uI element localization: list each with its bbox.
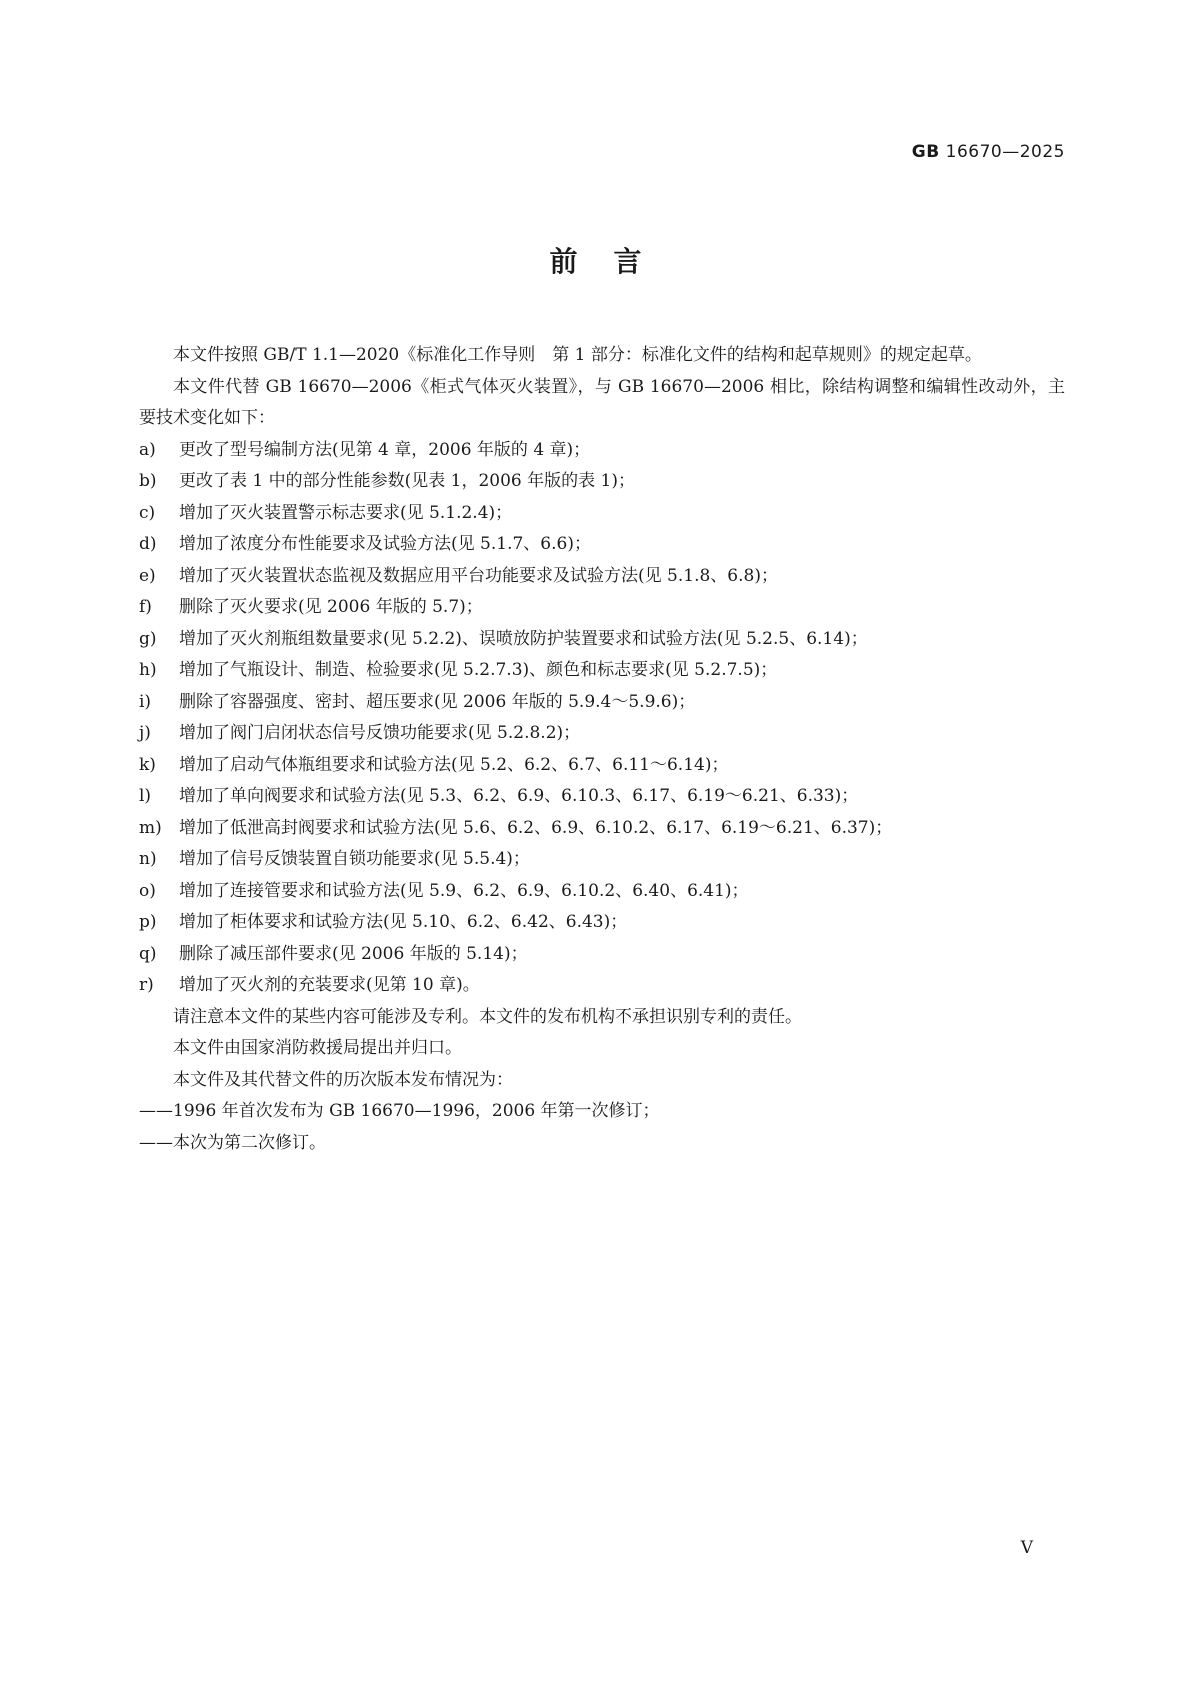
change-item <box>139 939 1065 971</box>
change-item-label: b) <box>139 471 157 491</box>
change-item-label: o) <box>139 880 156 901</box>
history-heading: 本文件及其代替文件的历次版本发布情况为： <box>173 1069 513 1090</box>
change-item-text: 删除了减压部件要求(见 2006 年版的 5.14)； <box>179 943 528 964</box>
change-item <box>139 655 1065 687</box>
change-item-text: 增加了浓度分布性能要求及试验方法(见 5.1.7、6.6)； <box>179 534 591 554</box>
change-item-text: 增加了单向阀要求和试验方法(见 5.3、6.2、6.9、6.10.3、6.17、6.19～6.21、6.33)； <box>179 786 859 806</box>
change-item-text: 更改了型号编制方法(见第 4 章，2006 年版的 4 章)； <box>179 439 591 460</box>
page-title: 前言 <box>549 245 678 278</box>
standard-number: 16670—2025 <box>945 142 1065 162</box>
change-item-label: j) <box>139 723 151 743</box>
change-item <box>139 970 1065 1002</box>
change-item-text: 增加了气瓶设计、制造、检验要求(见 5.2.7.3)、颜色和标志要求(见 5.2.7.5)； <box>179 660 778 680</box>
change-item-text: 更改了表 1 中的部分性能参数(见表 1，2006 年版的表 1)； <box>179 471 635 491</box>
change-item <box>139 592 1065 624</box>
change-item-text: 增加了灭火剂瓶组数量要求(见 5.2.2)、误喷放防护装置要求和试验方法(见 5.2.5、6.14)； <box>179 628 868 649</box>
change-item-label: e) <box>139 565 156 586</box>
change-item-text: 增加了灭火装置状态监视及数据应用平台功能要求及试验方法(见 5.1.8、6.8)； <box>179 565 778 586</box>
change-item-label: p) <box>139 912 157 932</box>
change-item <box>139 498 1065 530</box>
history-item: ——1996 年首次发布为 GB 16670—1996，2006 年第一次修订； <box>139 1101 660 1121</box>
change-item <box>139 907 1065 939</box>
change-item <box>139 750 1065 782</box>
change-item <box>139 561 1065 593</box>
change-item <box>139 781 1065 813</box>
change-item-label: l) <box>139 786 152 806</box>
change-item-label: f) <box>139 597 152 617</box>
intro-paragraph: 本文件按照 GB/T 1.1—2020《标准化工作导则 第 1 部分：标准化文件的结构和起草规则》的规定起草。 <box>173 345 982 365</box>
change-item-text: 增加了柜体要求和试验方法(见 5.10、6.2、6.42、6.43)； <box>179 912 628 932</box>
change-item-label: a) <box>139 439 156 460</box>
change-item <box>139 813 1065 845</box>
change-item-text: 增加了灭火装置警示标志要求(见 5.1.2.4)； <box>179 502 513 523</box>
change-item-label: c) <box>139 502 156 523</box>
change-item-text: 增加了启动气体瓶组要求和试验方法(见 5.2、6.2、6.7、6.11～6.14)； <box>179 754 729 775</box>
change-item-label: g) <box>139 628 157 649</box>
change-item-label: n) <box>139 849 157 869</box>
proposer-statement: 本文件由国家消防救援局提出并归口。 <box>173 1038 462 1058</box>
change-item-label: m) <box>139 817 162 838</box>
change-item-label: d) <box>139 534 157 554</box>
history-item: ——本次为第二次修订。 <box>139 1132 326 1153</box>
change-item <box>139 624 1065 656</box>
change-item <box>139 687 1065 719</box>
page-number: V <box>1020 1538 1033 1558</box>
change-item <box>139 466 1065 498</box>
change-item-text: 删除了灭火要求(见 2006 年版的 5.7)； <box>179 597 483 617</box>
intro-paragraph: 本文件代替 GB 16670—2006《柜式气体灭火装置》，与 GB 16670—2006 相比，除结构调整和编辑性改动外，主要技术变化如下： <box>139 376 1065 428</box>
standard-prefix: GB <box>911 142 940 162</box>
change-item-label: r) <box>139 975 154 995</box>
change-item <box>139 718 1065 750</box>
change-item-text: 增加了低泄高封阀要求和试验方法(见 5.6、6.2、6.9、6.10.2、6.17、6.19～6.21、6.37)； <box>179 817 893 838</box>
change-item-text: 删除了容器强度、密封、超压要求(见 2006 年版的 5.9.4～5.9.6)； <box>179 691 696 712</box>
change-item-text: 增加了灭火剂的充装要求(见第 10 章)。 <box>179 975 480 995</box>
change-item-label: i) <box>139 691 152 712</box>
patent-notice: 请注意本文件的某些内容可能涉及专利。本文件的发布机构不承担识别专利的责任。 <box>173 1006 802 1027</box>
change-item <box>139 876 1065 908</box>
foreword-body <box>139 340 1065 1159</box>
change-item <box>139 529 1065 561</box>
change-item-label: h) <box>139 660 157 680</box>
change-item-label: k) <box>139 754 156 775</box>
change-item-text: 增加了信号反馈装置自锁功能要求(见 5.5.4)； <box>179 849 530 869</box>
change-item-text: 增加了阀门启闭状态信号反馈功能要求(见 5.2.8.2)； <box>179 723 581 743</box>
change-item-text: 增加了连接管要求和试验方法(见 5.9、6.2、6.9、6.10.2、6.40、6.41)； <box>179 880 749 901</box>
change-item <box>139 435 1065 467</box>
change-item-label: q) <box>139 943 157 964</box>
change-item <box>139 844 1065 876</box>
standard-code <box>912 142 1065 162</box>
